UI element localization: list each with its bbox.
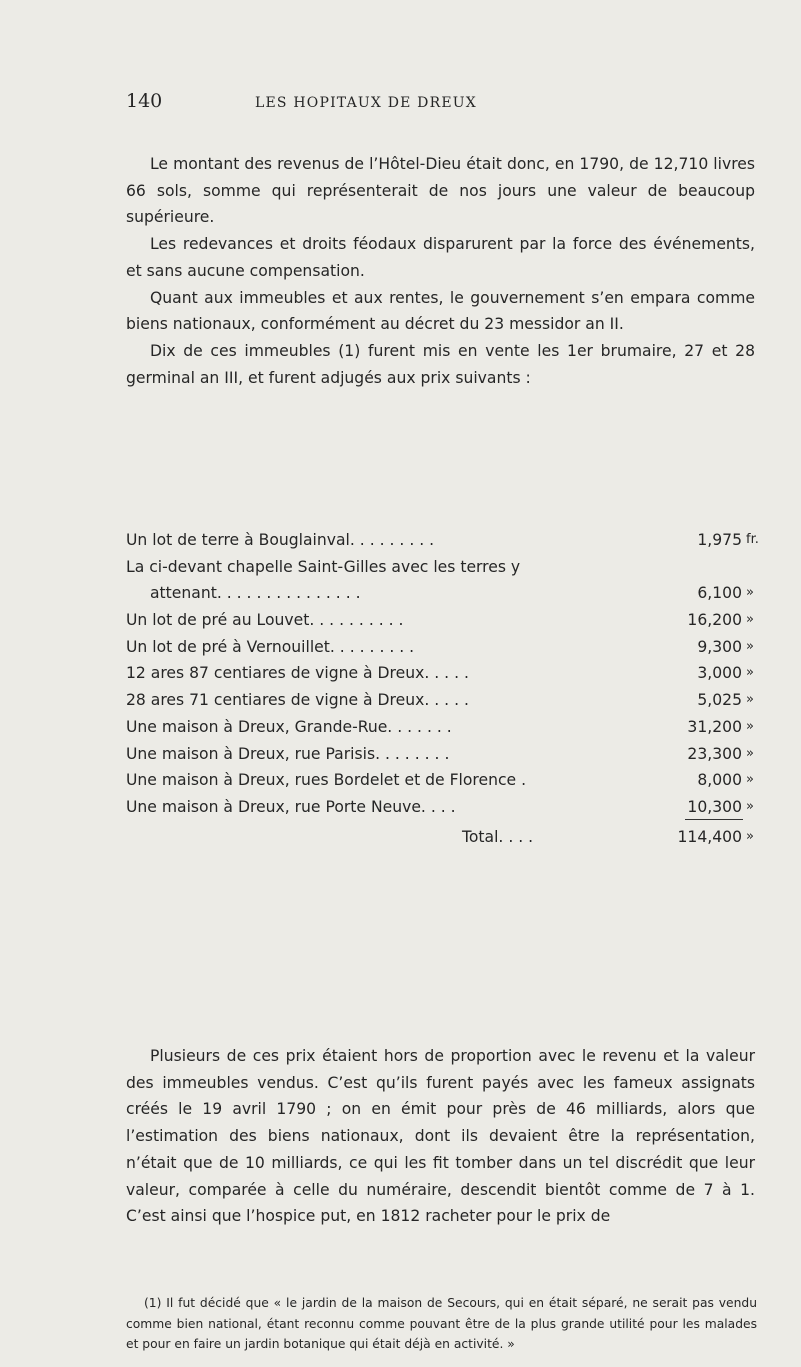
ledger-label: La ci-devant chapelle Saint-Gilles avec les terres y	[126, 557, 521, 576]
ledger-row	[126, 660, 762, 687]
ledger-unit: »	[746, 798, 754, 814]
ledger-unit: »	[746, 745, 754, 761]
outro-text	[126, 1043, 755, 1230]
ledger-amount: 16,200	[687, 611, 742, 630]
sales-ledger	[126, 527, 762, 846]
ledger-row	[126, 714, 762, 741]
ledger-row	[126, 741, 762, 768]
ledger-row	[126, 794, 762, 821]
ledger-amount: 10,300	[687, 797, 742, 816]
ledger-unit: »	[746, 692, 754, 708]
footnote-text: (1) Il fut décidé que « le jardin de la maison de Secours, qui en était séparé, ne serait pas vendu comme bien national, étant reconnu comme pouvant être de la plus grande utilité pour les malades et pour en faire un jardin botanique qui était déjà en activité. »	[126, 1296, 757, 1351]
ledger-amount: 1,975	[697, 531, 742, 549]
intro-text	[126, 151, 755, 391]
total-label: Total. . . .	[462, 828, 534, 846]
ledger-amount: 8,000	[697, 771, 742, 790]
ledger-label: Un lot de pré au Louvet. . . . . . . . . .	[126, 611, 404, 630]
ledger-amount: 31,200	[687, 717, 742, 736]
page-header	[0, 90, 801, 120]
ledger-row	[126, 687, 762, 714]
ledger-row	[126, 580, 762, 607]
ledger-row	[126, 767, 762, 794]
ledger-label: 28 ares 71 centiares de vigne à Dreux. . . . .	[126, 691, 469, 710]
paragraph: Dix de ces immeubles (1) furent mis en vente les 1er brumaire, 27 et 28 germinal an III, et furent adjugés aux prix suivants :	[126, 341, 755, 387]
total-amount: 114,400	[677, 828, 742, 846]
paragraph: Le montant des revenus de l’Hôtel-Dieu était donc, en 1790, de 12,710 livres 66 sols, somme qui représenterait de nos jours une valeur de beaucoup supérieure.	[126, 155, 755, 227]
ledger-unit: »	[746, 585, 754, 601]
ledger-row	[126, 527, 762, 554]
ledger-amount: 9,300	[697, 637, 742, 656]
ledger-label: Une maison à Dreux, rue Parisis. . . . . . . .	[126, 744, 450, 763]
ledger-unit: »	[746, 638, 754, 654]
ledger-amount: 5,025	[697, 691, 742, 710]
ledger-row	[126, 634, 762, 661]
ledger-label: Une maison à Dreux, rue Porte Neuve. . . .	[126, 797, 456, 816]
running-title: LES HOPITAUX DE DREUX	[255, 95, 477, 111]
total-rule	[685, 819, 743, 820]
footnote	[126, 1293, 757, 1355]
ledger-unit: »	[746, 772, 754, 788]
ledger-label: attenant. . . . . . . . . . . . . . .	[150, 584, 361, 603]
ledger-unit: »	[746, 665, 754, 681]
total-unit: »	[746, 829, 754, 844]
ledger-unit: fr.	[746, 532, 759, 547]
ledger-label: Un lot de terre à Bouglainval. . . . . . . . .	[126, 531, 435, 549]
page-number: 140	[126, 90, 163, 112]
ledger-amount: 6,100	[697, 584, 742, 603]
ledger-amount: 23,300	[687, 744, 742, 763]
ledger-amount: 3,000	[697, 664, 742, 683]
paragraph: Plusieurs de ces prix étaient hors de proportion avec le revenu et la valeur des immeubles vendus. C’est qu’ils furent payés avec les fameux assignats créés le 19 avril 1790 ; on en émit pour près de 46 milliards, alors que l’estimation des biens nationaux, dont ils devaient être la représentation, n’était que de 10 milliards, ce qui les fit tomber dans un tel discrédit que leur valeur, comparée à celle du numéraire, descendit bientôt comme de 7 à 1. C’est ainsi que l’hospice put, en 1812 racheter pour le prix de	[126, 1047, 755, 1226]
ledger-unit: »	[746, 718, 754, 734]
ledger-label: Une maison à Dreux, rues Bordelet et de Florence .	[126, 771, 527, 790]
paragraph: Quant aux immeubles et aux rentes, le gouvernement s’en empara comme biens nationaux, conformément au décret du 23 messidor an II.	[126, 288, 755, 334]
ledger-row	[126, 607, 762, 634]
ledger-label: Un lot de pré à Vernouillet. . . . . . . . .	[126, 637, 415, 656]
ledger-unit: »	[746, 612, 754, 628]
paragraph: Les redevances et droits féodaux disparurent par la force des événements, et sans aucune compensation.	[126, 235, 755, 280]
ledger-label: Une maison à Dreux, Grande-Rue. . . . . . .	[126, 717, 452, 736]
ledger-total-row	[126, 824, 762, 851]
ledger-label: 12 ares 87 centiares de vigne à Dreux. . . . .	[126, 664, 469, 683]
ledger-row	[126, 554, 762, 581]
